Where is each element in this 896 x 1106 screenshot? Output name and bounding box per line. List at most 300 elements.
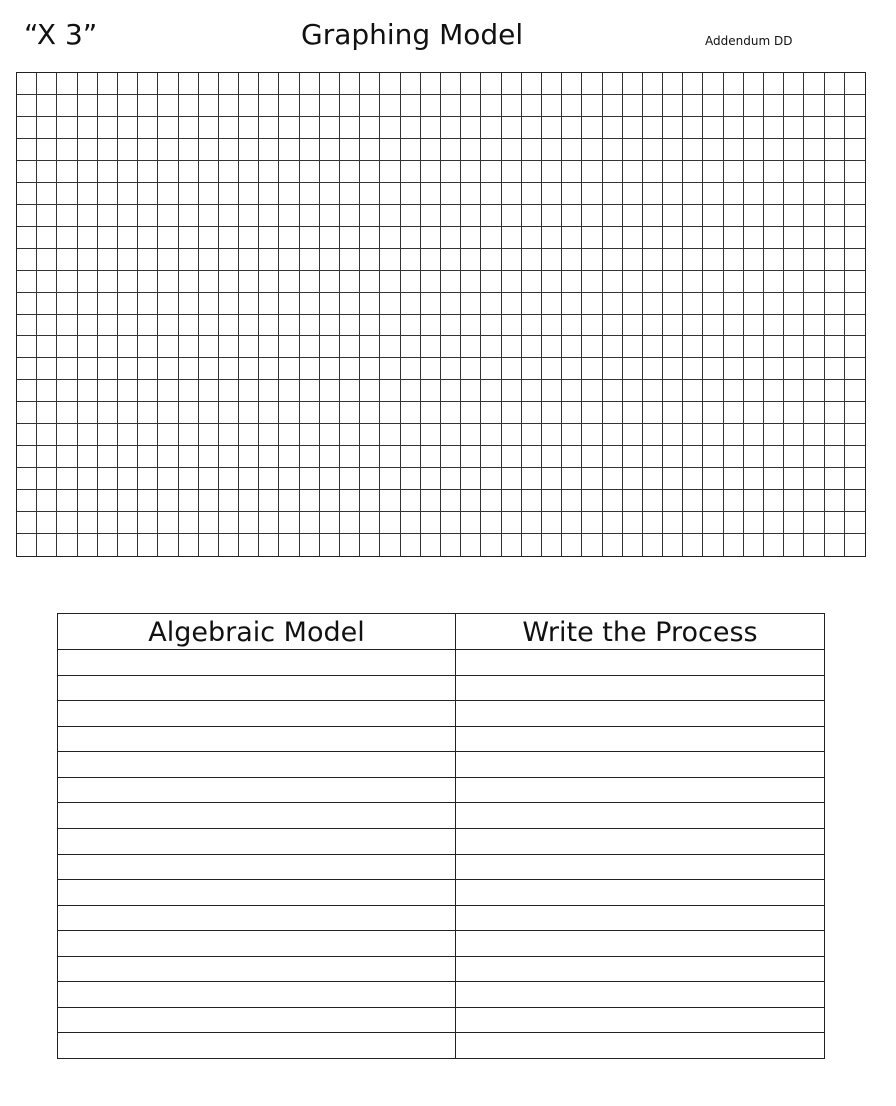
- grid-cell: [78, 424, 98, 446]
- grid-cell: [542, 380, 562, 402]
- grid-cell: [401, 161, 421, 183]
- grid-cell: [522, 534, 542, 556]
- grid-cell: [199, 402, 219, 424]
- grid-cell: [17, 95, 37, 117]
- grid-cell: [542, 512, 562, 534]
- process-cell[interactable]: [456, 650, 824, 675]
- grid-cell: [78, 205, 98, 227]
- grid-cell: [158, 534, 178, 556]
- grid-cell: [279, 227, 299, 249]
- grid-cell: [481, 183, 501, 205]
- grid-cell: [138, 95, 158, 117]
- grid-cell: [138, 249, 158, 271]
- grid-cell: [219, 249, 239, 271]
- process-cell[interactable]: [456, 982, 824, 1007]
- grid-cell: [360, 468, 380, 490]
- grid-cell: [199, 358, 219, 380]
- grid-cell: [663, 315, 683, 337]
- grid-cell: [98, 227, 118, 249]
- grid-cell: [17, 249, 37, 271]
- grid-cell: [340, 534, 360, 556]
- grid-cell: [179, 205, 199, 227]
- grid-cell: [380, 424, 400, 446]
- grid-cell: [683, 512, 703, 534]
- grid-cell: [158, 446, 178, 468]
- grid-cell: [219, 424, 239, 446]
- grid-cell: [582, 227, 602, 249]
- algebraic-model-cell[interactable]: [58, 1008, 456, 1033]
- grid-cell: [461, 446, 481, 468]
- grid-cell: [320, 358, 340, 380]
- grid-cell: [360, 161, 380, 183]
- grid-cell: [239, 205, 259, 227]
- grid-cell: [703, 358, 723, 380]
- grid-cell: [37, 205, 57, 227]
- algebraic-model-cell[interactable]: [58, 880, 456, 905]
- algebraic-model-cell[interactable]: [58, 727, 456, 752]
- grid-cell: [643, 161, 663, 183]
- algebraic-model-cell[interactable]: [58, 982, 456, 1007]
- grid-cell: [683, 117, 703, 139]
- grid-cell: [481, 315, 501, 337]
- grid-cell: [421, 139, 441, 161]
- grid-cell: [380, 336, 400, 358]
- algebraic-model-cell[interactable]: [58, 778, 456, 803]
- grid-cell: [138, 315, 158, 337]
- grid-cell: [724, 380, 744, 402]
- grid-cell: [179, 183, 199, 205]
- grid-cell: [199, 117, 219, 139]
- grid-cell: [360, 227, 380, 249]
- process-cell[interactable]: [456, 906, 824, 931]
- grid-cell: [683, 139, 703, 161]
- grid-cell: [360, 139, 380, 161]
- grid-cell: [441, 73, 461, 95]
- grid-cell: [421, 534, 441, 556]
- model-table: [57, 613, 825, 1059]
- grid-cell: [320, 95, 340, 117]
- grid-cell: [643, 402, 663, 424]
- grid-cell: [522, 139, 542, 161]
- grid-cell: [784, 446, 804, 468]
- grid-cell: [179, 358, 199, 380]
- grid-cell: [421, 271, 441, 293]
- grid-cell: [421, 315, 441, 337]
- grid-cell: [360, 446, 380, 468]
- grid-cell: [582, 468, 602, 490]
- table-row: [58, 650, 824, 676]
- grid-cell: [118, 249, 138, 271]
- grid-cell: [623, 139, 643, 161]
- grid-cell: [804, 249, 824, 271]
- grid-cell: [804, 95, 824, 117]
- grid-cell: [724, 468, 744, 490]
- grid-cell: [279, 468, 299, 490]
- grid-cell: [179, 534, 199, 556]
- grid-cell: [179, 227, 199, 249]
- grid-cell: [401, 336, 421, 358]
- algebraic-model-cell[interactable]: [58, 803, 456, 828]
- grid-cell: [744, 315, 764, 337]
- grid-cell: [199, 446, 219, 468]
- process-cell[interactable]: [456, 931, 824, 956]
- grid-cell: [78, 468, 98, 490]
- grid-cell: [825, 183, 845, 205]
- grid-cell: [825, 315, 845, 337]
- grid-cell: [825, 336, 845, 358]
- grid-cell: [502, 95, 522, 117]
- grid-cell: [401, 271, 421, 293]
- process-cell[interactable]: [456, 880, 824, 905]
- grid-cell: [683, 534, 703, 556]
- grid-cell: [37, 380, 57, 402]
- grid-cell: [98, 512, 118, 534]
- grid-cell: [199, 183, 219, 205]
- algebraic-model-cell[interactable]: [58, 829, 456, 854]
- grid-cell: [683, 424, 703, 446]
- algebraic-model-cell[interactable]: [58, 752, 456, 777]
- grid-cell: [542, 336, 562, 358]
- grid-cell: [380, 139, 400, 161]
- grid-cell: [279, 424, 299, 446]
- grid-cell: [17, 402, 37, 424]
- grid-cell: [300, 73, 320, 95]
- grid-cell: [118, 271, 138, 293]
- grid-cell: [239, 380, 259, 402]
- grid-cell: [502, 117, 522, 139]
- grid-cell: [683, 183, 703, 205]
- grid-cell: [744, 249, 764, 271]
- grid-cell: [78, 271, 98, 293]
- grid-cell: [562, 293, 582, 315]
- grid-cell: [502, 139, 522, 161]
- grid-cell: [784, 227, 804, 249]
- grid-cell: [17, 73, 37, 95]
- grid-cell: [300, 249, 320, 271]
- grid-cell: [37, 358, 57, 380]
- grid-cell: [259, 227, 279, 249]
- grid-cell: [199, 293, 219, 315]
- grid-cell: [603, 468, 623, 490]
- table-row: [58, 906, 824, 932]
- grid-cell: [78, 183, 98, 205]
- grid-cell: [603, 380, 623, 402]
- grid-cell: [845, 446, 865, 468]
- grid-cell: [623, 358, 643, 380]
- algebraic-model-cell[interactable]: [58, 931, 456, 956]
- grid-cell: [683, 446, 703, 468]
- grid-cell: [441, 117, 461, 139]
- grid-cell: [118, 358, 138, 380]
- grid-cell: [78, 512, 98, 534]
- grid-cell: [663, 205, 683, 227]
- grid-cell: [17, 139, 37, 161]
- grid-cell: [804, 315, 824, 337]
- grid-cell: [825, 512, 845, 534]
- grid-cell: [542, 534, 562, 556]
- grid-cell: [320, 512, 340, 534]
- grid-cell: [98, 271, 118, 293]
- grid-cell: [340, 227, 360, 249]
- algebraic-model-cell[interactable]: [58, 650, 456, 675]
- grid-cell: [421, 512, 441, 534]
- grid-cell: [441, 161, 461, 183]
- grid-cell: [441, 139, 461, 161]
- process-cell[interactable]: [456, 752, 824, 777]
- grid-cell: [421, 490, 441, 512]
- grid-cell: [603, 446, 623, 468]
- grid-cell: [724, 534, 744, 556]
- grid-cell: [199, 380, 219, 402]
- grid-cell: [845, 336, 865, 358]
- grid-cell: [825, 468, 845, 490]
- grid-cell: [401, 534, 421, 556]
- grid-cell: [259, 534, 279, 556]
- grid-cell: [421, 73, 441, 95]
- table-header-row: [58, 614, 824, 650]
- grid-cell: [37, 315, 57, 337]
- grid-cell: [259, 271, 279, 293]
- grid-cell: [57, 424, 77, 446]
- grid-cell: [138, 468, 158, 490]
- grid-cell: [703, 271, 723, 293]
- grid-cell: [138, 534, 158, 556]
- grid-cell: [239, 73, 259, 95]
- grid-cell: [199, 249, 219, 271]
- grid-cell: [279, 117, 299, 139]
- worksheet-label: “X 3”: [24, 18, 98, 51]
- process-cell[interactable]: [456, 1033, 824, 1058]
- grid-cell: [380, 183, 400, 205]
- grid-cell: [421, 424, 441, 446]
- process-cell[interactable]: [456, 803, 824, 828]
- algebraic-model-cell[interactable]: [58, 701, 456, 726]
- process-cell[interactable]: [456, 727, 824, 752]
- process-cell[interactable]: [456, 829, 824, 854]
- grid-cell: [340, 336, 360, 358]
- grid-cell: [441, 293, 461, 315]
- grid-cell: [158, 512, 178, 534]
- grid-cell: [643, 315, 663, 337]
- grid-cell: [239, 424, 259, 446]
- grid-cell: [784, 161, 804, 183]
- table-row: [58, 727, 824, 753]
- grid-cell: [57, 512, 77, 534]
- grid-cell: [562, 227, 582, 249]
- grid-cell: [724, 446, 744, 468]
- grid-cell: [784, 358, 804, 380]
- grid-cell: [320, 161, 340, 183]
- grid-cell: [784, 139, 804, 161]
- grid-cell: [522, 446, 542, 468]
- grid-cell: [401, 73, 421, 95]
- grid-cell: [199, 490, 219, 512]
- grid-cell: [744, 358, 764, 380]
- grid-cell: [804, 117, 824, 139]
- grid-cell: [380, 358, 400, 380]
- grid-cell: [320, 205, 340, 227]
- algebraic-model-cell[interactable]: [58, 855, 456, 880]
- grid-cell: [603, 117, 623, 139]
- grid-cell: [764, 249, 784, 271]
- grid-cell: [764, 468, 784, 490]
- grid-cell: [744, 424, 764, 446]
- grid-cell: [320, 139, 340, 161]
- grid-cell: [37, 534, 57, 556]
- grid-cell: [562, 183, 582, 205]
- grid-cell: [360, 95, 380, 117]
- grid-cell: [683, 293, 703, 315]
- grid-cell: [37, 95, 57, 117]
- grid-cell: [158, 73, 178, 95]
- algebraic-model-cell[interactable]: [58, 906, 456, 931]
- grid-cell: [340, 117, 360, 139]
- grid-cell: [401, 402, 421, 424]
- grid-cell: [158, 271, 178, 293]
- table-row: [58, 855, 824, 881]
- grid-cell: [461, 358, 481, 380]
- grid-cell: [158, 117, 178, 139]
- grid-cell: [380, 117, 400, 139]
- grid-cell: [401, 95, 421, 117]
- grid-cell: [401, 139, 421, 161]
- grid-cell: [603, 336, 623, 358]
- grid-cell: [623, 534, 643, 556]
- page-title: Graphing Model: [301, 18, 524, 51]
- grid-cell: [17, 512, 37, 534]
- grid-cell: [380, 227, 400, 249]
- grid-cell: [401, 358, 421, 380]
- grid-cell: [825, 358, 845, 380]
- grid-cell: [360, 183, 380, 205]
- process-cell[interactable]: [456, 676, 824, 701]
- grid-cell: [179, 380, 199, 402]
- grid-cell: [138, 161, 158, 183]
- grid-cell: [441, 95, 461, 117]
- grid-cell: [219, 205, 239, 227]
- algebraic-model-cell[interactable]: [58, 676, 456, 701]
- grid-cell: [37, 117, 57, 139]
- grid-cell: [724, 512, 744, 534]
- grid-cell: [643, 117, 663, 139]
- grid-cell: [461, 468, 481, 490]
- grid-cell: [724, 315, 744, 337]
- grid-cell: [340, 380, 360, 402]
- grid-cell: [481, 534, 501, 556]
- grid-cell: [764, 512, 784, 534]
- table-row: [58, 957, 824, 983]
- grid-cell: [320, 117, 340, 139]
- grid-cell: [582, 293, 602, 315]
- grid-cell: [825, 205, 845, 227]
- grid-cell: [663, 293, 683, 315]
- grid-cell: [239, 468, 259, 490]
- grid-cell: [179, 402, 199, 424]
- grid-cell: [421, 249, 441, 271]
- grid-cell: [623, 161, 643, 183]
- grid-cell: [300, 139, 320, 161]
- table-row: [58, 752, 824, 778]
- grid-cell: [37, 468, 57, 490]
- grid-cell: [582, 446, 602, 468]
- process-cell[interactable]: [456, 855, 824, 880]
- grid-cell: [360, 424, 380, 446]
- grid-cell: [199, 95, 219, 117]
- process-cell[interactable]: [456, 778, 824, 803]
- process-cell[interactable]: [456, 701, 824, 726]
- grid-cell: [845, 490, 865, 512]
- grid-cell: [845, 73, 865, 95]
- grid-cell: [663, 534, 683, 556]
- grid-cell: [522, 161, 542, 183]
- table-row: [58, 676, 824, 702]
- grid-cell: [804, 183, 824, 205]
- grid-cell: [37, 161, 57, 183]
- grid-cell: [502, 424, 522, 446]
- grid-cell: [138, 512, 158, 534]
- grid-cell: [784, 205, 804, 227]
- grid-cell: [259, 336, 279, 358]
- grid-cell: [279, 336, 299, 358]
- grid-cell: [663, 95, 683, 117]
- grid-cell: [764, 424, 784, 446]
- grid-cell: [441, 402, 461, 424]
- grid-cell: [603, 271, 623, 293]
- grid-cell: [199, 271, 219, 293]
- grid-cell: [643, 249, 663, 271]
- grid-cell: [744, 380, 764, 402]
- table-row: [58, 1033, 824, 1058]
- grid-cell: [845, 271, 865, 293]
- algebraic-model-cell[interactable]: [58, 1033, 456, 1058]
- grid-cell: [98, 293, 118, 315]
- process-cell[interactable]: [456, 957, 824, 982]
- grid-cell: [764, 205, 784, 227]
- grid-cell: [562, 73, 582, 95]
- grid-cell: [421, 183, 441, 205]
- algebraic-model-cell[interactable]: [58, 957, 456, 982]
- grid-cell: [724, 139, 744, 161]
- grid-cell: [138, 446, 158, 468]
- grid-cell: [603, 205, 623, 227]
- grid-cell: [643, 139, 663, 161]
- grid-cell: [744, 161, 764, 183]
- grid-cell: [78, 161, 98, 183]
- grid-cell: [300, 468, 320, 490]
- grid-cell: [562, 139, 582, 161]
- grid-cell: [784, 183, 804, 205]
- grid-cell: [582, 205, 602, 227]
- grid-cell: [825, 293, 845, 315]
- graph-grid: [16, 72, 866, 557]
- grid-cell: [502, 73, 522, 95]
- grid-cell: [118, 512, 138, 534]
- grid-cell: [279, 73, 299, 95]
- grid-cell: [562, 446, 582, 468]
- grid-cell: [279, 249, 299, 271]
- grid-cell: [522, 380, 542, 402]
- grid-cell: [441, 271, 461, 293]
- process-cell[interactable]: [456, 1008, 824, 1033]
- grid-cell: [380, 512, 400, 534]
- grid-cell: [744, 402, 764, 424]
- grid-cell: [118, 183, 138, 205]
- grid-cell: [279, 293, 299, 315]
- grid-cell: [441, 380, 461, 402]
- grid-cell: [320, 534, 340, 556]
- grid-cell: [825, 117, 845, 139]
- grid-cell: [542, 139, 562, 161]
